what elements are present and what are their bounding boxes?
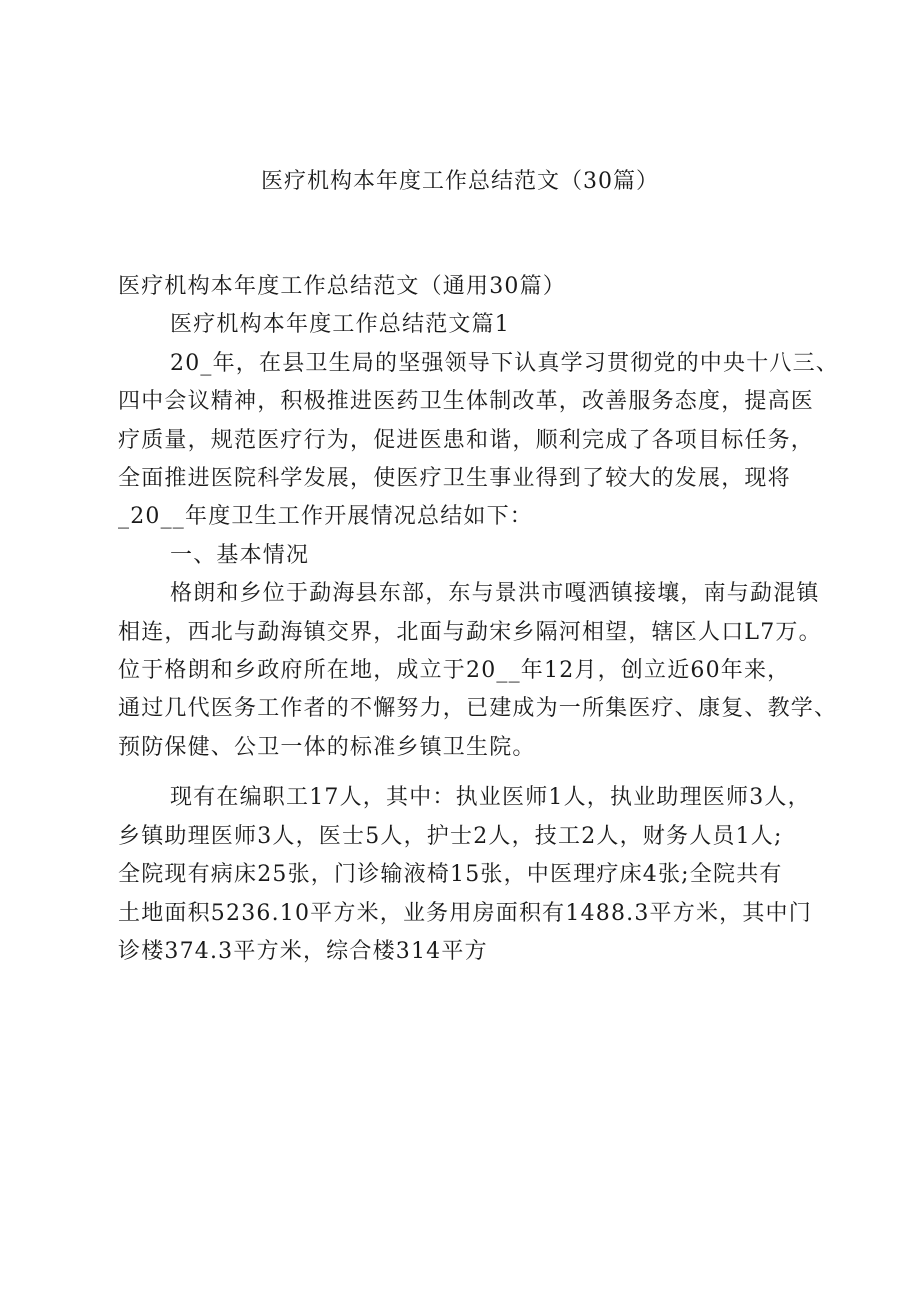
basic-line-1: 格朗和乡位于勐海县东部，东与景洪市嘎洒镇接壤，南与勐混镇 [170, 581, 820, 607]
staff-line-3: 全院现有病床25张，门诊输液椅15张，中医理疗床4张;全院共有 [118, 862, 783, 888]
part-heading: 一、基本情况 [170, 542, 310, 568]
basic-line-2: 相连，西北与勐海镇交界，北面与勐宋乡隔河相望，辖区人口L7万。 [118, 619, 822, 645]
basic-line-5: 预防保健、公卫一体的标准乡镇卫生院。 [118, 734, 536, 760]
section-heading: 医疗机构本年度工作总结范文篇1 [170, 312, 510, 338]
intro-line-5: _20__年度卫生工作开展情况总结如下： [118, 504, 533, 530]
staff-line-4: 土地面积5236.10平方米，业务用房面积有1488.3平方米，其中门 [118, 900, 812, 926]
intro-line-3: 疗质量，规范医疗行为，促进医患和谐，顺利完成了各项目标任务， [118, 427, 815, 453]
intro-line-2: 四中会议精神，积极推进医药卫生体制改革，改善服务态度，提高医 [118, 389, 815, 415]
document-title: 医疗机构本年度工作总结范文（30篇） [261, 169, 659, 194]
basic-line-4: 通过几代医务工作者的不懈努力，已建成为一所集医疗、康复、教学、 [118, 696, 838, 722]
document-body [118, 268, 839, 971]
intro-line-1: 20_年，在县卫生局的坚强领导下认真学习贯彻党的中央十八三、 [170, 350, 839, 376]
basic-line-3: 位于格朗和乡政府所在地，成立于20__年12月，创立近60年来， [118, 658, 791, 684]
staff-line-1: 现有在编职工17人，其中：执业医师1人，执业助理医师3人， [170, 785, 811, 811]
staff-line-5: 诊楼374.3平方米，综合楼314平方 [118, 938, 488, 964]
staff-line-2: 乡镇助理医师3人，医士5人，护士2人，技工2人，财务人员1人; [118, 823, 783, 849]
intro-line-4: 全面推进医院科学发展，使医疗卫生事业得到了较大的发展，现将 [118, 466, 791, 492]
document-subtitle: 医疗机构本年度工作总结范文（通用30篇） [118, 274, 566, 299]
